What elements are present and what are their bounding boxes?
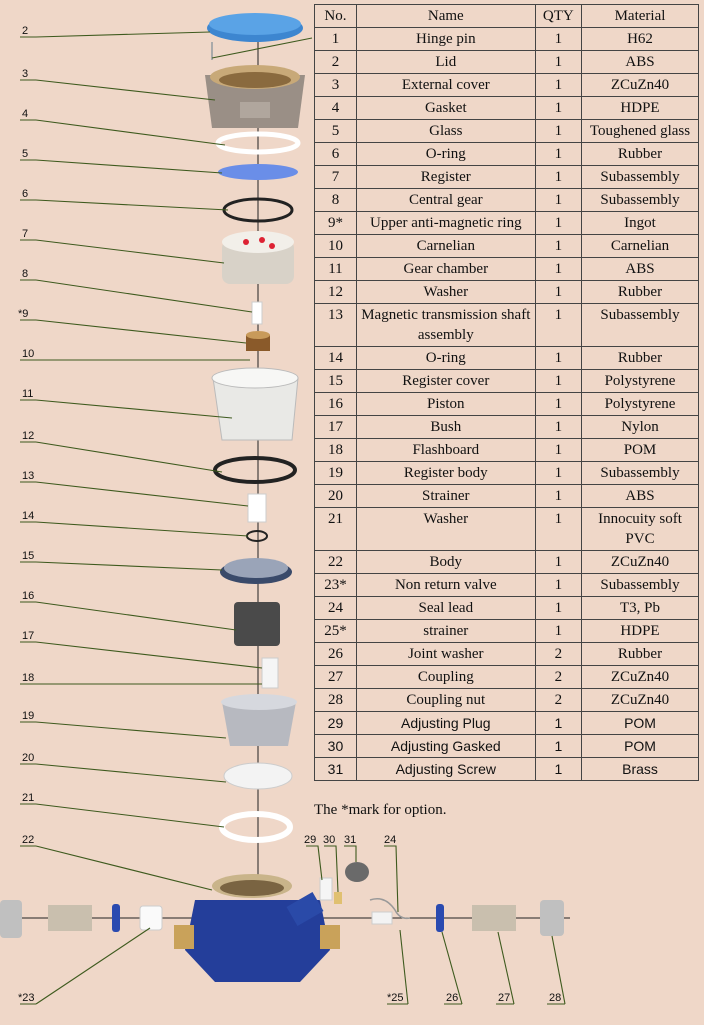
cell-name: Joint washer (356, 643, 535, 666)
central-gear-part (252, 302, 262, 324)
table-row (315, 551, 699, 574)
cell-no: 13 (315, 304, 357, 347)
cell-qty: 1 (535, 304, 581, 347)
bush-flashboard-part (262, 658, 278, 688)
cell-name: Lid (356, 51, 535, 74)
cell-name: Central gear (356, 189, 535, 212)
label-10: 10 (22, 348, 35, 360)
cell-name: Hinge pin (356, 28, 535, 51)
cell-qty: 1 (535, 758, 581, 781)
cell-qty: 1 (535, 735, 581, 758)
cell-no: 30 (315, 735, 357, 758)
register-part (222, 231, 294, 284)
table-row (315, 235, 699, 258)
label-15: 15 (22, 550, 35, 562)
cell-material: Ingot (582, 212, 699, 235)
table-row (315, 416, 699, 439)
table-row (315, 212, 699, 235)
cell-material: HDPE (582, 97, 699, 120)
magnetic-shaft-part (248, 494, 266, 522)
label-8: 8 (22, 268, 29, 280)
cell-no: 31 (315, 758, 357, 781)
label-14: 14 (22, 510, 35, 522)
cell-qty: 1 (535, 574, 581, 597)
cell-name: Seal lead (356, 597, 535, 620)
cell-qty: 1 (535, 74, 581, 97)
right-joint-washer-part (436, 904, 444, 932)
header-qty: QTY (535, 5, 581, 28)
label-26: 26 (446, 992, 459, 1004)
left-coupling-nut-part (0, 900, 22, 938)
footnote: The *mark for option. (314, 802, 447, 818)
cell-material: Subassembly (582, 189, 699, 212)
cell-name: Carnelian (356, 235, 535, 258)
non-return-valve-part (140, 906, 162, 930)
cell-material: Toughened glass (582, 120, 699, 143)
cell-material: Rubber (582, 347, 699, 370)
register-cover-part (220, 558, 292, 584)
cell-name: Piston (356, 393, 535, 416)
label-30: 30 (323, 834, 336, 846)
cell-material: Nylon (582, 416, 699, 439)
cell-no: 20 (315, 485, 357, 508)
left-joint-washer-part (112, 904, 120, 932)
table-row (315, 143, 699, 166)
cell-qty: 1 (535, 51, 581, 74)
cell-name: Gasket (356, 97, 535, 120)
cell-qty: 1 (535, 258, 581, 281)
piston-part (234, 602, 280, 646)
anti-magnetic-ring-part (246, 331, 270, 351)
cell-no: 15 (315, 370, 357, 393)
cell-qty: 1 (535, 485, 581, 508)
cell-qty: 1 (535, 393, 581, 416)
parts-table-body (315, 28, 699, 781)
cell-material: ABS (582, 485, 699, 508)
label-12: 12 (22, 430, 35, 442)
table-row (315, 189, 699, 212)
label-17: 17 (22, 630, 35, 642)
cell-qty: 1 (535, 347, 581, 370)
table-row (315, 28, 699, 51)
cell-material: Subassembly (582, 462, 699, 485)
table-row (315, 643, 699, 666)
cell-name: Bush (356, 416, 535, 439)
cell-no: 21 (315, 508, 357, 551)
cell-no: 23* (315, 574, 357, 597)
cell-material: Brass (582, 758, 699, 781)
cell-name: Adjusting Gasked (356, 735, 535, 758)
label-21: 21 (22, 792, 35, 804)
table-row (315, 258, 699, 281)
label-23: *23 (18, 992, 35, 1004)
washer-part (215, 458, 295, 482)
cell-name: Glass (356, 120, 535, 143)
left-coupling-part (48, 905, 92, 931)
label-5: 5 (22, 148, 29, 160)
label-3: 3 (22, 68, 29, 80)
label-4: 4 (22, 108, 29, 120)
label-19: 19 (22, 710, 35, 722)
cell-material: POM (582, 439, 699, 462)
label-24: 24 (384, 834, 397, 846)
cell-qty: 1 (535, 439, 581, 462)
cell-qty: 1 (535, 620, 581, 643)
label-18: 18 (22, 672, 35, 684)
label-22: 22 (22, 834, 35, 846)
table-row (315, 51, 699, 74)
cell-qty: 1 (535, 166, 581, 189)
cell-no: 24 (315, 597, 357, 620)
cell-name: Flashboard (356, 439, 535, 462)
table-row (315, 620, 699, 643)
cell-name: Magnetic transmission shaft assembly (356, 304, 535, 347)
cell-name: Upper anti-magnetic ring (356, 212, 535, 235)
small-o-ring-part (247, 531, 267, 541)
table-row (315, 166, 699, 189)
label-2: 2 (22, 25, 29, 37)
cell-no: 6 (315, 143, 357, 166)
table-row (315, 304, 699, 347)
cell-qty: 1 (535, 189, 581, 212)
label-6: 6 (22, 188, 29, 200)
cell-no: 7 (315, 166, 357, 189)
table-row (315, 508, 699, 551)
cell-name: Gear chamber (356, 258, 535, 281)
cell-no: 27 (315, 666, 357, 689)
cell-name: Adjusting Screw (356, 758, 535, 781)
cell-qty: 1 (535, 551, 581, 574)
table-row (315, 485, 699, 508)
label-7: 7 (22, 228, 29, 240)
cell-material: Subassembly (582, 166, 699, 189)
adjusting-plug-part (320, 878, 332, 900)
cell-qty: 1 (535, 712, 581, 735)
label-13: 13 (22, 470, 35, 482)
header-no: No. (315, 5, 357, 28)
cell-name: Coupling (356, 666, 535, 689)
table-row (315, 735, 699, 758)
table-row (315, 574, 699, 597)
table-row (315, 689, 699, 712)
cell-name: O-ring (356, 347, 535, 370)
cell-material: Polystyrene (582, 370, 699, 393)
table-row (315, 347, 699, 370)
cell-name: Register (356, 166, 535, 189)
cell-no: 25* (315, 620, 357, 643)
table-row (315, 74, 699, 97)
lid-part (207, 13, 303, 42)
label-20: 20 (22, 752, 35, 764)
cell-name: Washer (356, 281, 535, 304)
label-16: 16 (22, 590, 35, 602)
cell-qty: 1 (535, 281, 581, 304)
table-row (315, 712, 699, 735)
right-coupling-part (472, 905, 516, 931)
cell-no: 18 (315, 439, 357, 462)
cell-no: 4 (315, 97, 357, 120)
cell-qty: 1 (535, 28, 581, 51)
label-31: 31 (344, 834, 357, 846)
cell-no: 29 (315, 712, 357, 735)
cell-qty: 2 (535, 666, 581, 689)
cell-material: POM (582, 712, 699, 735)
cell-qty: 1 (535, 120, 581, 143)
meter-body-part (174, 874, 340, 982)
cell-name: O-ring (356, 143, 535, 166)
cell-material: POM (582, 735, 699, 758)
label-11: 11 (22, 388, 34, 400)
cell-no: 2 (315, 51, 357, 74)
cell-name: External cover (356, 74, 535, 97)
cell-no: 1 (315, 28, 357, 51)
cell-material: Carnelian (582, 235, 699, 258)
cell-qty: 1 (535, 416, 581, 439)
cell-no: 11 (315, 258, 357, 281)
cell-no: 5 (315, 120, 357, 143)
cell-qty: 1 (535, 462, 581, 485)
cell-material: Innocuity soft PVC (582, 508, 699, 551)
cell-no: 10 (315, 235, 357, 258)
cell-no: 14 (315, 347, 357, 370)
register-body-part (221, 694, 297, 746)
table-row (315, 666, 699, 689)
table-row (315, 758, 699, 781)
glass-part (218, 164, 298, 180)
cell-material: ZCuZn40 (582, 74, 699, 97)
table-row (315, 393, 699, 416)
cell-qty: 1 (535, 143, 581, 166)
cell-material: Subassembly (582, 574, 699, 597)
cell-material: H62 (582, 28, 699, 51)
cell-name: Body (356, 551, 535, 574)
strainer-part (224, 763, 292, 789)
cell-no: 3 (315, 74, 357, 97)
right-strainer-part (372, 912, 392, 924)
cell-material: Rubber (582, 281, 699, 304)
cell-qty: 1 (535, 370, 581, 393)
cell-material: ZCuZn40 (582, 666, 699, 689)
cell-no: 12 (315, 281, 357, 304)
cell-no: 26 (315, 643, 357, 666)
cell-material: T3, Pb (582, 597, 699, 620)
cell-qty: 1 (535, 597, 581, 620)
table-row (315, 597, 699, 620)
cell-material: ABS (582, 51, 699, 74)
cell-qty: 1 (535, 212, 581, 235)
cell-qty: 1 (535, 508, 581, 551)
cell-material: Rubber (582, 143, 699, 166)
label-9: *9 (18, 308, 29, 320)
cell-no: 17 (315, 416, 357, 439)
cell-name: Register cover (356, 370, 535, 393)
cell-name: Adjusting Plug (356, 712, 535, 735)
table-row (315, 462, 699, 485)
cell-material: HDPE (582, 620, 699, 643)
right-coupling-nut-part (540, 900, 564, 936)
cell-qty: 1 (535, 97, 581, 120)
cell-name: strainer (356, 620, 535, 643)
label-27: 27 (498, 992, 511, 1004)
external-cover-part (205, 65, 305, 128)
header-material: Material (582, 5, 699, 28)
cell-name: Register body (356, 462, 535, 485)
parts-table (314, 4, 699, 781)
adjusting-screw-part (345, 862, 369, 882)
cell-material: ZCuZn40 (582, 551, 699, 574)
header-name: Name (356, 5, 535, 28)
gear-chamber-part (212, 368, 298, 440)
cell-name: Coupling nut (356, 689, 535, 712)
cell-no: 8 (315, 189, 357, 212)
label-25: *25 (387, 992, 404, 1004)
label-29: 29 (304, 834, 317, 846)
cell-qty: 2 (535, 689, 581, 712)
table-row (315, 439, 699, 462)
cell-no: 16 (315, 393, 357, 416)
table-row (315, 120, 699, 143)
cell-no: 19 (315, 462, 357, 485)
table-row (315, 370, 699, 393)
cell-no: 28 (315, 689, 357, 712)
cell-material: Polystyrene (582, 393, 699, 416)
cell-no: 22 (315, 551, 357, 574)
table-row (315, 97, 699, 120)
cell-material: ABS (582, 258, 699, 281)
cell-material: ZCuZn40 (582, 689, 699, 712)
cell-qty: 2 (535, 643, 581, 666)
cell-name: Non return valve (356, 574, 535, 597)
cell-material: Rubber (582, 643, 699, 666)
cell-name: Strainer (356, 485, 535, 508)
cell-qty: 1 (535, 235, 581, 258)
cell-name: Washer (356, 508, 535, 551)
adjusting-gasket-part (334, 892, 342, 904)
pvc-washer-part (222, 814, 290, 840)
table-row (315, 281, 699, 304)
cell-material: Subassembly (582, 304, 699, 347)
label-28: 28 (549, 992, 562, 1004)
table-header-row (315, 5, 699, 28)
cell-no: 9* (315, 212, 357, 235)
